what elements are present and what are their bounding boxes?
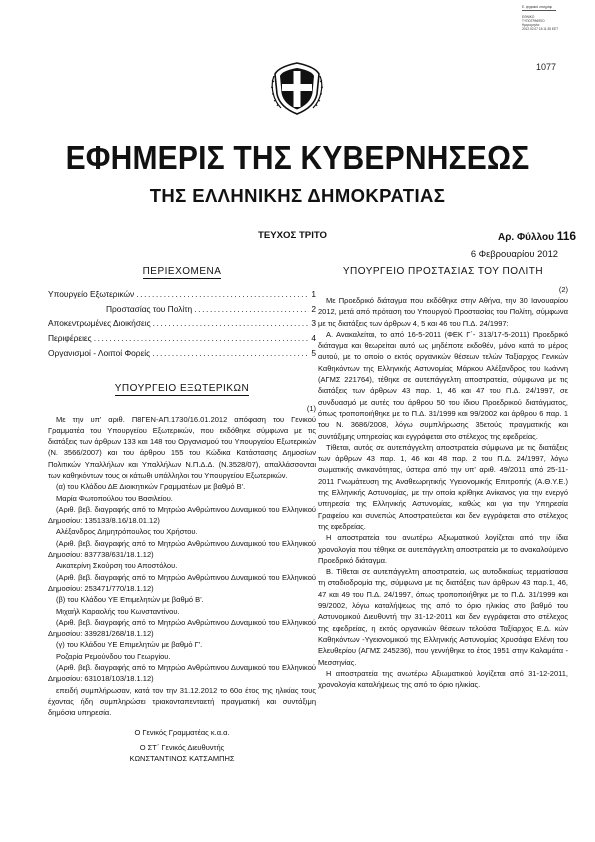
paragraph: Με την υπ' αριθ. Π8ΓΕΝ-ΑΠ.1730/16.01.2012 απόφαση του Γενικού Γραμματέα του Υπουργείου Εξωτερικών, που εκδόθηκε σύμφωνα με τις διατάξεις των άρθρων 133 και 148 του Οργανισμού του Υπουργείου Εξωτερικών (Ν. 3566/2007) και του άρθρου 155 του Κώδικα Κατάστασης Δημοσίων Πολιτικών Υπαλλήλων και Υπαλλήλων Ν.Π.Δ.Δ. (Ν.3528/07), απαλλάσσονται των καθηκόντων τους οι κάτωθι υπάλληλοι του Υπουργείου Εξωτερικών. xyxy=(48,414,316,480)
decision-text xyxy=(318,285,568,690)
signature-line: 2012.02.07 15:11:35 EET xyxy=(522,27,559,32)
left-column xyxy=(48,266,316,764)
contents-item-page: 1 xyxy=(311,289,316,299)
paragraph: (Αριθ. βεβ. διαγραφής από το Μητρώο Ανθρώπινου Δυναμικού του Ελληνικού Δημοσίου: 631018/103/18.1.12) xyxy=(48,663,316,684)
digital-signature-block xyxy=(522,5,572,31)
signature-line: Ε. ψηφιακά υπογράφ xyxy=(522,5,552,9)
contents-item-page: 2 xyxy=(311,303,316,314)
paragraph: επειδή συμπλήρωσαν, κατά τον την 31.12.2012 το 60ο έτος της ηλικίας τους έχοντας ήδη συμπληρώσει τριακονταπενταετή πραγματική και συντάξιμη δημόσια υπηρεσία. xyxy=(48,685,316,718)
contents-item-label: Περιφέρειες xyxy=(48,333,92,344)
contents-item[interactable] xyxy=(48,316,316,331)
leader-dots xyxy=(152,346,309,361)
contents-item-label: Υπουργείο Εξωτερικών xyxy=(48,289,135,299)
paragraph: Η αποστρατεία του ανωτέρω Αξιωματικού λογίζεται από την ίδια χρονολογία που τέθηκε σε αυτεπάγγελτη αποστρατεία με το ανακαλούμενο Προεδρικό διάταγμα. xyxy=(318,533,568,565)
greek-coat-of-arms-icon xyxy=(271,60,323,116)
paragraph: (Αριθ. βεβ. διαγραφής από το Μητρώο Ανθρώπινου Δυναμικού του Ελληνικού Δημοσίου: 135133/8.16/18.01.12) xyxy=(48,504,316,526)
decision-text xyxy=(48,404,316,765)
contents-item[interactable] xyxy=(48,287,316,302)
paragraph: Μιχαήλ Καραολής του Κωνσταντίνου. xyxy=(56,606,180,616)
leader-dots xyxy=(194,302,309,317)
contents-heading xyxy=(48,266,316,277)
contents-item[interactable] xyxy=(48,346,316,361)
paragraph: (α) του Κλάδου ΔΕ Διοικητικών Γραμματέων με βαθμό Β'. xyxy=(56,482,246,492)
ministry-heading xyxy=(48,383,316,394)
ministry-heading: ΥΠΟΥΡΓΕΙΟ ΠΡΟΣΤΑΣΙΑΣ ΤΟΥ ΠΟΛΙΤΗ xyxy=(342,266,544,277)
signatory-name: ΚΩΝΣΤΑΝΤΙΝΟΣ ΚΑΤΣΑΜΠΗΣ xyxy=(129,754,235,764)
contents-item-label: Οργανισμοί - Λοιποί Φορείς xyxy=(48,347,151,358)
table-of-contents xyxy=(48,287,316,361)
paragraph: (γ) του Κλάδου ΥΕ Επιμελητών με βαθμό Γ'. xyxy=(56,640,203,650)
paragraph: (β) του Κλάδου ΥΕ Επιμελητών με βαθμό Β'. xyxy=(56,595,204,605)
right-column xyxy=(318,266,568,690)
paragraph: Β. Τίθεται σε αυτεπάγγελτη αποστρατεία, ως αυτοδικαίως τερματίσασα τη σταδιοδρομία της, σύμφωνα με τις διατάξεις των άρθρων 43 παρ.1, 46, 47 και 49 του Π.Δ. 24/1997, όπως τροποποιήθηκε με το Π.Δ. 31/1999 και 99/2002, λόγω καταλήψεως της από το όριο ηλικίας στο βαθμό του Αστυνομικού Διευθυντή την 31-12-2011 και δεν εγγράφεται στο στέλεχος της εφεδρείας, η εκτός οργανικών θέσεων τελούσα Ταξίαρχος Ε.Δ. κών Καθηκόντων -Υγειονομικού της Ελληνικής Αστυνομίας Χρυσάφα Ελένη του Ελευθερίου (ΑΓΜΣ 245236), που γεννήθηκε το έτος 1951 στην Καλαμάτα - Μεσσηνίας. xyxy=(318,567,568,667)
issue-number-value: 116 xyxy=(556,229,577,243)
issue-number-label: Αρ. Φύλλου xyxy=(498,232,554,243)
contents-item[interactable] xyxy=(48,331,316,346)
paragraph: (Αριθ. βεβ. διαγραφής από το Μητρώο Ανθρώπινου Δυναμικού του Ελληνικού Δημοσίου: 837738/631/18.1.12) xyxy=(48,538,316,560)
contents-item-label: Προστασίας του Πολίτη xyxy=(106,303,193,314)
leader-dots xyxy=(136,287,309,302)
signatory-line: Ο Γενικός Γραμματέας κ.α.α. xyxy=(134,727,230,737)
contents-item-page: 3 xyxy=(311,318,316,329)
paragraph: Με Προεδρικό διάταγμα που εκδόθηκε στην Αθήνα, την 30 Ιανουαρίου 2012, μετά από πρόταση του Υπουργού Προστασίας του Πολίτη, σύμφωνα με τις διατάξεις των άρθρων 4, 5 και 46 του Π.Δ. 24/1997: xyxy=(318,296,568,328)
issue-date: 6 Φεβρουαρίου 2012 xyxy=(470,248,558,259)
gazette-title: ΕΦΗΜΕΡΙΣ ΤΗΣ ΚΥΒΕΡΝΗΣΕΩΣ xyxy=(65,139,530,177)
leader-dots xyxy=(94,331,310,346)
signature-line: ΕΘΝΙΚΟ xyxy=(522,15,535,20)
contents-item-page: 4 xyxy=(311,333,316,344)
contents-item-label: Αποκεντρωμένες Διοικήσεις xyxy=(48,318,151,329)
paragraph: Α. Ανακαλείται, το από 16-5-2011 (ΦΕΚ Γ΄- 313/17-5-2011) Προεδρικό διάταγμα και θεωρείται αυτό ως μηδέποτε εκδοθέν, μόνο κατά το μέρος αυτού, με το οποίο ο εκτός οργανικών θέσεων τελών Ταξίαρχος Γενικών Καθηκόντων της Ελληνικής Αστυνομίας Μάρκου Αλέξανδρος του Ιωάννη (ΑΓΜΣ 221764), τέθηκε σε αυτεπάγγελτη αποστρατεία, σύμφωνα με τις διατάξεις των άρθρων 43 παρ. 1, 46 και 47 του Π.Δ. 24/1997, σε συνδυασμό με αυτές του άρθρου 50 του ίδιου Προεδρικού διατάγματος, όπως τροποποιήθηκε με το Π.Δ. 31/1999 και 99/2002 και άρθρου 6 παρ. 1 του Ν. 3686/2008, λόγω συμπλήρωσης 35ετούς πραγματικής και συντάξιμης υπηρεσίας και εγγράφεται στο στέλεχος της εφεδρείας. xyxy=(318,329,568,441)
page-number: 1077 xyxy=(536,62,557,72)
signatory-line: Ο ΣΤ΄ Γενικός Διευθυντής xyxy=(139,742,225,752)
issue-series: ΤΕΥΧΟΣ ΤΡΙΤΟ xyxy=(258,230,328,241)
decision-number: (1) xyxy=(306,403,316,413)
leader-dots xyxy=(153,316,310,331)
paragraph: (Αριθ. βεβ. διαγραφής από το Μητρώο Ανθρώπινου Δυναμικού του Ελληνικού Δημοσίου: 253471/770/18.1.12) xyxy=(48,572,316,593)
decision-number: (2) xyxy=(558,285,568,294)
paragraph: (Αριθ. βεβ. διαγραφής από το Μητρώο Ανθρώπινου Δυναμικού του Ελληνικού Δημοσίου: 339281/268/18.1.12) xyxy=(48,617,316,639)
paragraph: Η αποστρατεία της ανωτέρω Αξιωματικού λογίζεται από 31-12-2011, χρονολογία καταλήψεως της από το όριο ηλικίας. xyxy=(318,668,568,690)
paragraph: Αικατερίνη Σκούρση του Αποστόλου. xyxy=(56,561,178,571)
paragraph: Αλέξανδρος Δημητρόπουλος του Χρήστου. xyxy=(56,527,198,537)
signature-line: ΤΥΠΟΓΡΑΦΕΙΟ xyxy=(522,19,545,24)
paragraph: Ροζαρία Ρεμούνδου του Γεωργίου. xyxy=(56,651,171,661)
contents-heading-text: ΠΕΡΙΕΧΟΜΕΝΑ xyxy=(142,266,222,277)
contents-item[interactable] xyxy=(48,302,316,317)
contents-item-page: 5 xyxy=(311,347,316,358)
paragraph: Μαρία Φωτοπούλου του Βασιλείου. xyxy=(56,493,173,503)
issue-number xyxy=(498,229,576,243)
signature-line: Ημερομηνία: xyxy=(522,23,540,28)
paragraph: Τίθεται, αυτός σε αυτεπάγγελτη αποστρατεία σύμφωνα με τις διατάξεις των άρθρων 43 παρ. 1, 46 και 48 παρ. 2 του Π.Δ. 24/1997, λόγω σωματικής ανικανότητας, ύστερα από την υπ' αριθ. 49/2011 από 25-11-2011 Γνωμάτευση της Αναθεωρητικής Υγειονομικής Επιτροπής (Α.Θ.Υ.Ε.) της Ελληνικής Αστυνομίας, με την οποία κρίθηκε Ανίκανος για την ενεργό υπηρεσία της Ελληνικής Αστυνομίας, καθώς και για την Υπηρεσία Γραφείου και συνεπώς Αποστρατεύεται και δεν εγγράφεται στο στέλεχος της εφεδρείας. xyxy=(318,442,568,531)
ministry-heading-text: ΥΠΟΥΡΓΕΙΟ ΕΞΩΤΕΡΙΚΩΝ xyxy=(114,382,250,394)
gazette-subtitle: ΤΗΣ ΕΛΛΗΝΙΚΗΣ ΔΗΜΟΚΡΑΤΙΑΣ xyxy=(149,185,446,206)
